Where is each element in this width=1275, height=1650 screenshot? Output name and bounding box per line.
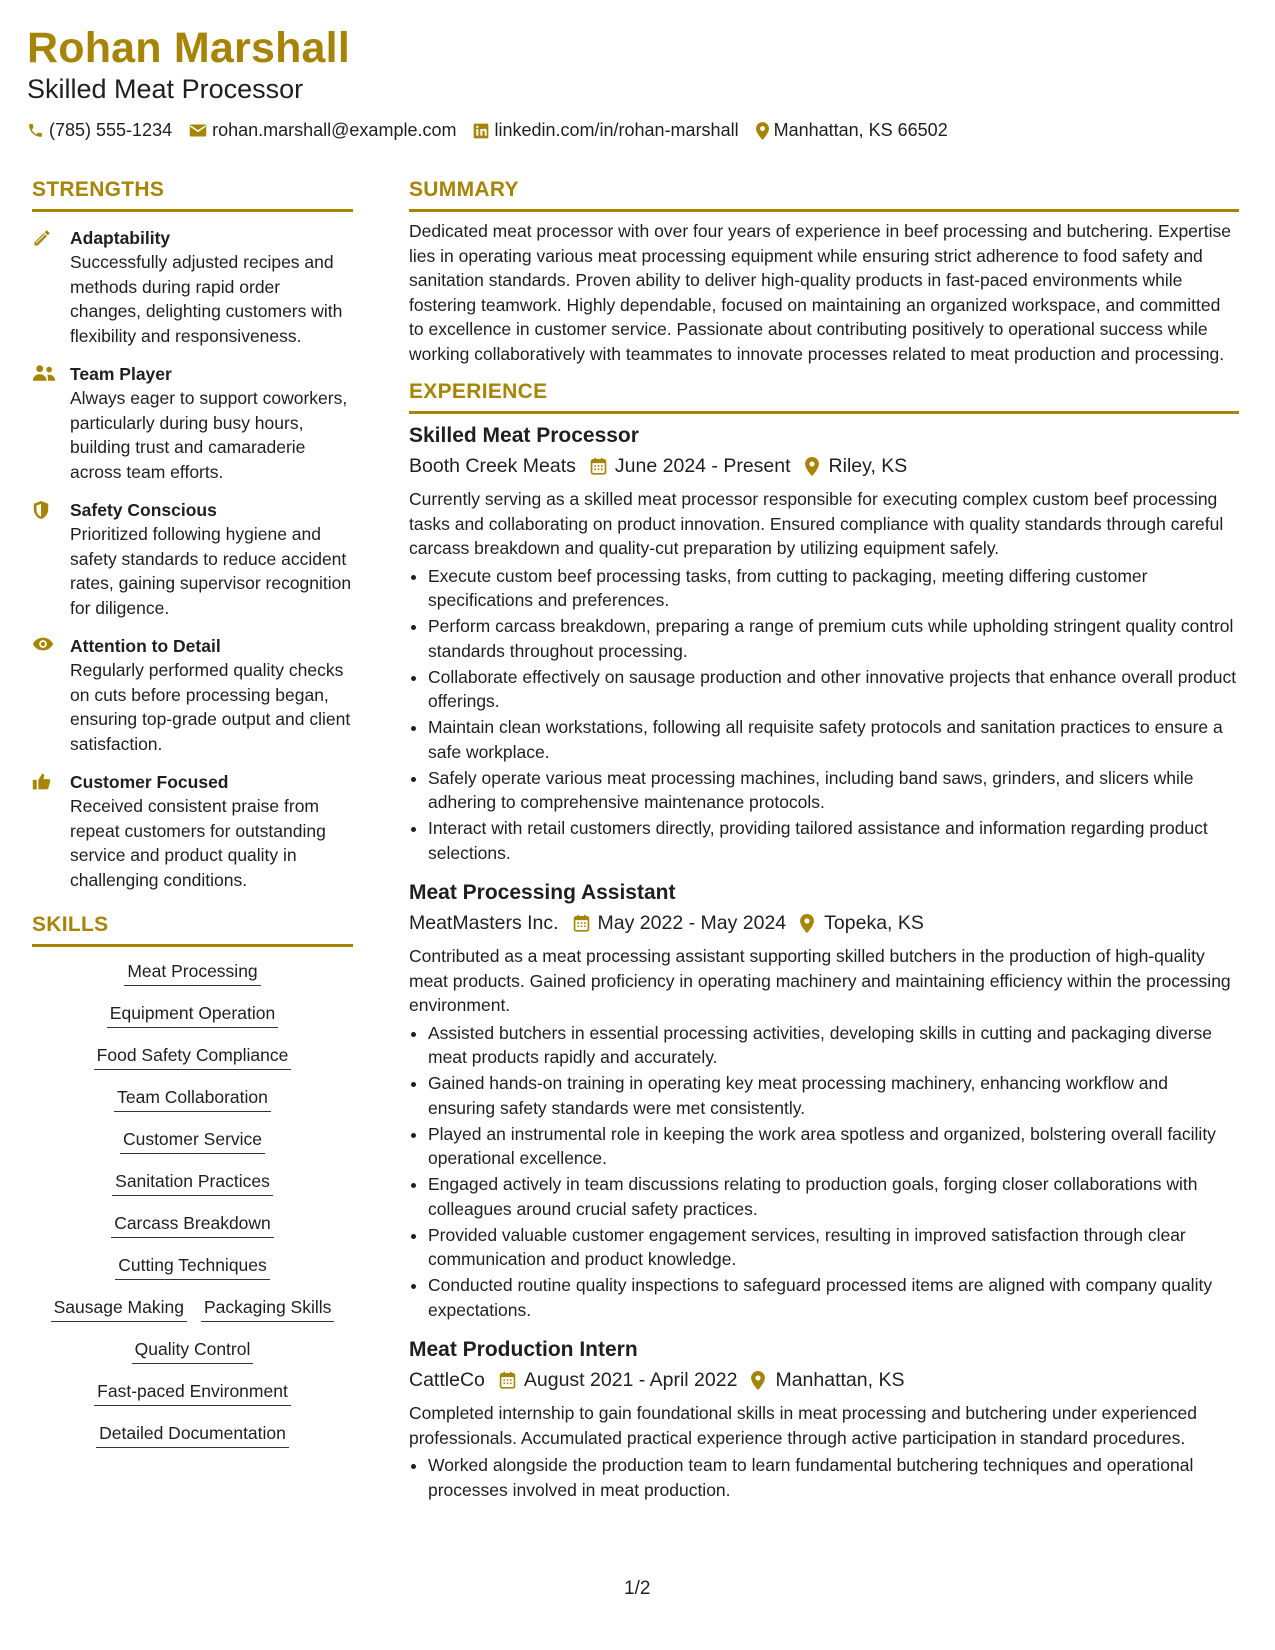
- strength-description: Always eager to support coworkers, particularly during busy hours, building trust and camaraderie across team efforts.: [70, 388, 348, 482]
- strength-title: Team Player: [70, 364, 172, 384]
- skill-tag: Equipment Operation: [107, 1002, 278, 1028]
- bullet-item: • Perform carcass breakdown, preparing a range of premium cuts while upholding stringent quality control standards throughout processing.: [428, 614, 1239, 663]
- job-description: Contributed as a meat processing assistant supporting skilled butchers in the production of high-quality meat products. Gained proficiency in operating machinery and maintaining efficiency within the processing environment.: [409, 946, 1231, 1015]
- bullet-item: • Collaborate effectively on sausage production and other innovative projects that enhance overall product offerings.: [428, 665, 1239, 714]
- job-title: Skilled Meat Processor: [409, 424, 639, 447]
- strength-item: [32, 226, 353, 348]
- skill-tag: Fast-paced Environment: [94, 1380, 291, 1406]
- skill-tag: Detailed Documentation: [96, 1422, 289, 1448]
- job-location: Riley, KS: [828, 455, 908, 477]
- strength-item: [32, 770, 353, 892]
- right-column: [409, 177, 1239, 1504]
- job-description: Completed internship to gain foundational skills in meat processing and butchering under experienced professionals. Accumulated practical experience through active participation in standard procedures.: [409, 1403, 1197, 1448]
- skills-list: [32, 960, 353, 1464]
- contact-phone-text: (785) 555-1234: [49, 120, 173, 140]
- job-company: Booth Creek Meats: [409, 455, 576, 477]
- candidate-title: Skilled Meat Processor: [27, 74, 304, 104]
- experience-entry: [409, 1336, 1239, 1502]
- linkedin-icon: [473, 123, 489, 139]
- phone-icon: [27, 122, 44, 139]
- skill-tag: Cutting Techniques: [115, 1254, 270, 1280]
- bullet-item: • Assisted butchers in essential processing activities, developing skills in cutting and packaging diverse meat products rapidly and accurately.: [428, 1021, 1239, 1070]
- job-location: Topeka, KS: [824, 912, 924, 934]
- job-company: CattleCo: [409, 1369, 485, 1391]
- strength-item: [32, 362, 353, 484]
- job-bullets: [409, 564, 1239, 866]
- bullet-item: • Provided valuable customer engagement services, resulting in improved satisfaction through clear communication and product knowledge.: [428, 1223, 1239, 1272]
- map-pin-icon: [751, 1371, 765, 1390]
- bullet-item: • Safely operate various meat processing machines, including band saws, grinders, and slicers while adhering to comprehensive maintenance protocols.: [428, 766, 1239, 815]
- job-location: Manhattan, KS: [775, 1369, 905, 1391]
- bullet-item: • Worked alongside the production team to learn fundamental butchering techniques and operational processes involved in meat production.: [428, 1453, 1239, 1502]
- job-description: Currently serving as a skilled meat processor responsible for executing complex custom beef processing tasks and collaborating on product innovation. Ensured compliance with quality standards through careful carcass breakdown and quality-cut preparation by utilizing equipment safely.: [409, 489, 1224, 558]
- contact-email[interactable]: [189, 120, 456, 141]
- left-column: [32, 177, 353, 1464]
- skill-tag: Team Collaboration: [114, 1086, 271, 1112]
- contact-location-text: Manhattan, KS 66502: [773, 120, 948, 140]
- bullet-item: • Engaged actively in team discussions relating to production goals, forging closer collaborations with colleagues around crucial safety practices.: [428, 1172, 1239, 1221]
- calendar-icon: [499, 1371, 516, 1389]
- contact-linkedin[interactable]: [473, 120, 738, 141]
- pencil-icon: [32, 228, 52, 248]
- summary-heading: SUMMARY: [409, 177, 1239, 212]
- shield-icon: [32, 500, 50, 520]
- job-title: Meat Production Intern: [409, 1338, 638, 1361]
- skill-tag: Sausage Making: [51, 1296, 187, 1322]
- strengths-list: [32, 226, 353, 892]
- candidate-name: Rohan Marshall: [27, 24, 350, 72]
- skill-tag: Meat Processing: [124, 960, 260, 986]
- experience-entry: [409, 879, 1239, 1322]
- job-bullets: [409, 1021, 1239, 1323]
- strength-description: Received consistent praise from repeat customers for outstanding service and product quality in challenging conditions.: [70, 796, 326, 890]
- page-number: 1/2: [624, 1578, 651, 1599]
- job-bullets: [409, 1453, 1239, 1502]
- strength-title: Safety Conscious: [70, 500, 217, 520]
- skill-tag: Quality Control: [132, 1338, 254, 1364]
- job-dates: August 2021 - April 2022: [523, 1369, 738, 1391]
- summary-text: Dedicated meat processor with over four years of experience in beef processing and butchering. Expertise lies in operating various meat processing equipment while ensuring strict adherence to food safety and sanitation standards. Proven ability to deliver high-quality products in fast-paced environments while fostering teamwork. Highly dependable, focused on maintaining an organized workspace, and committed to excellence in customer service. Passionate about contributing positively to operational success while working collaboratively with teammates to innovate processes related to meat production and processing.: [409, 221, 1231, 364]
- strength-title: Adaptability: [70, 228, 171, 248]
- strength-description: Successfully adjusted recipes and methods during rapid order changes, delighting customers with flexibility and responsiveness.: [70, 252, 343, 346]
- map-pin-icon: [800, 914, 814, 933]
- strength-title: Attention to Detail: [70, 636, 221, 656]
- skills-heading: SKILLS: [32, 912, 353, 947]
- skill-tag: Carcass Breakdown: [111, 1212, 274, 1238]
- bullet-item: • Execute custom beef processing tasks, from cutting to packaging, meeting differing customer specifications and preferences.: [428, 564, 1239, 613]
- contact-location: [756, 120, 948, 141]
- contact-phone[interactable]: [27, 120, 172, 141]
- job-company: MeatMasters Inc.: [409, 912, 559, 934]
- strengths-heading: STRENGTHS: [32, 177, 353, 212]
- job-title: Meat Processing Assistant: [409, 881, 676, 904]
- strength-item: [32, 634, 353, 756]
- map-pin-icon: [805, 457, 819, 476]
- contact-email-text: rohan.marshall@example.com: [212, 120, 457, 140]
- job-meta: [409, 908, 1239, 938]
- job-meta: [409, 451, 1239, 481]
- bullet-item: • Gained hands-on training in operating key meat processing machinery, enhancing workflow and ensuring safety standards were met consistently.: [428, 1071, 1239, 1120]
- experience-entry: [409, 422, 1239, 865]
- map-pin-icon: [756, 122, 769, 140]
- skill-tag: Food Safety Compliance: [94, 1044, 292, 1070]
- contact-bar: [27, 120, 1235, 141]
- strength-description: Regularly performed quality checks on cuts before processing began, ensuring top-grade output and client satisfaction.: [70, 660, 351, 754]
- bullet-item: • Conducted routine quality inspections to safeguard processed items are aligned with company quality expectations.: [428, 1273, 1239, 1322]
- envelope-icon: [189, 123, 207, 138]
- skill-tag: Sanitation Practices: [112, 1170, 273, 1196]
- job-dates: May 2022 - May 2024: [597, 912, 787, 934]
- bullet-item: • Interact with retail customers directly, providing tailored assistance and information regarding product selections.: [428, 816, 1239, 865]
- users-icon: [32, 364, 56, 382]
- experience-heading: EXPERIENCE: [409, 379, 1239, 414]
- calendar-icon: [590, 457, 607, 475]
- strength-title: Customer Focused: [70, 772, 229, 792]
- bullet-item: • Played an instrumental role in keeping the work area spotless and organized, bolstering overall facility operational excellence.: [428, 1122, 1239, 1171]
- strength-description: Prioritized following hygiene and safety standards to reduce accident rates, gaining supervisor recognition for diligence.: [70, 524, 352, 618]
- skill-tag: Packaging Skills: [201, 1296, 334, 1322]
- skill-tag: Customer Service: [120, 1128, 265, 1154]
- strength-item: [32, 498, 353, 620]
- eye-icon: [32, 636, 54, 652]
- job-dates: June 2024 - Present: [614, 455, 791, 477]
- thumbs-up-icon: [32, 772, 51, 791]
- resume-header: [27, 22, 1235, 141]
- bullet-item: • Maintain clean workstations, following all requisite safety protocols and sanitation practices to ensure a safe workplace.: [428, 715, 1239, 764]
- job-meta: [409, 1365, 1239, 1395]
- contact-linkedin-text: linkedin.com/in/rohan-marshall: [494, 120, 739, 140]
- calendar-icon: [573, 914, 590, 932]
